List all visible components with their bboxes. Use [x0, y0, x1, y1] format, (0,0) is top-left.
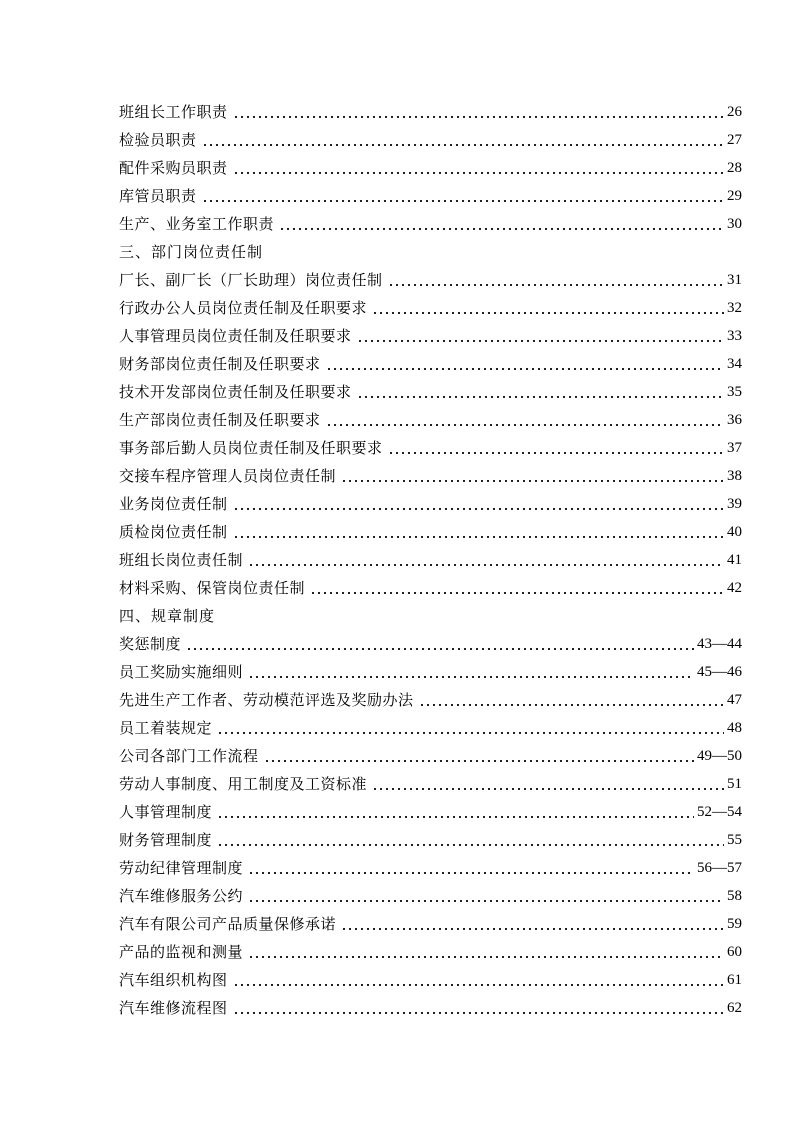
- toc-entry: [119, 518, 742, 546]
- toc-entry: [119, 266, 742, 294]
- toc-entry-title: 生产、业务室工作职责: [119, 215, 275, 233]
- dot-leader: [217, 816, 694, 818]
- toc-entry-title: 人事管理员岗位责任制及任职要求: [119, 327, 352, 345]
- section-heading-text: 三、部门岗位责任制: [119, 243, 264, 261]
- dot-leader: [279, 228, 724, 230]
- toc-entry: [119, 994, 742, 1022]
- toc-entry-page-number: 42: [727, 580, 742, 596]
- toc-entry-page-number: 34: [727, 356, 742, 372]
- toc-entry-page-number: 56—57: [697, 860, 742, 876]
- toc-entry-title: 人事管理制度: [119, 803, 213, 821]
- toc-entry-page-number: 37: [727, 440, 742, 456]
- toc-entry: [119, 714, 742, 742]
- dot-leader: [357, 396, 724, 398]
- dot-leader: [248, 872, 694, 874]
- toc-entry-page-number: 45—46: [697, 664, 742, 680]
- toc-entry: [119, 574, 742, 602]
- toc-entry-page-number: 35: [727, 384, 742, 400]
- toc-entry: [119, 630, 742, 658]
- toc-entry-title: 配件采购员职责: [119, 159, 228, 177]
- toc-entry: [119, 434, 742, 462]
- toc-entry: [119, 938, 742, 966]
- toc-entry: [119, 182, 742, 210]
- toc-entry: [119, 350, 742, 378]
- toc-entry-page-number: 39: [727, 496, 742, 512]
- toc-entry-title: 班组长岗位责任制: [119, 551, 244, 569]
- dot-leader: [248, 956, 724, 958]
- toc-entry: [119, 546, 742, 574]
- toc-entry-title: 库管员职责: [119, 187, 197, 205]
- toc-entry-page-number: 30: [727, 216, 742, 232]
- dot-leader: [326, 368, 724, 370]
- toc-entry: [119, 742, 742, 770]
- toc-entry: [119, 826, 742, 854]
- toc-entry: [119, 378, 742, 406]
- dot-leader: [419, 704, 724, 706]
- section-heading-text: 四、规章制度: [119, 607, 216, 625]
- toc-entry-title: 劳动人事制度、用工制度及工资标准: [119, 775, 368, 793]
- toc-entry-title: 生产部岗位责任制及任职要求: [119, 411, 321, 429]
- toc-entry-page-number: 32: [727, 300, 742, 316]
- toc-entry-page-number: 48: [727, 720, 742, 736]
- toc-entry-title: 检验员职责: [119, 131, 197, 149]
- toc-entry: [119, 210, 742, 238]
- toc-entry-title: 产品的监视和测量: [119, 943, 244, 961]
- toc-entry-page-number: 33: [727, 328, 742, 344]
- toc-entry-title: 行政办公人员岗位责任制及任职要求: [119, 299, 368, 317]
- toc-section-heading: [119, 238, 742, 266]
- toc-entry-page-number: 51: [727, 776, 742, 792]
- toc-entry-title: 事务部后勤人员岗位责任制及任职要求: [119, 439, 383, 457]
- toc-entry-title: 奖惩制度: [119, 635, 182, 653]
- toc-entry-page-number: 52—54: [697, 804, 742, 820]
- toc-entry: [119, 910, 742, 938]
- dot-leader: [233, 536, 724, 538]
- dot-leader: [217, 732, 724, 734]
- dot-leader: [248, 900, 724, 902]
- dot-leader: [233, 116, 724, 118]
- toc-entry-page-number: 47: [727, 692, 742, 708]
- toc-entry: [119, 294, 742, 322]
- dot-leader: [233, 508, 724, 510]
- dot-leader: [202, 144, 724, 146]
- toc-entry: [119, 462, 742, 490]
- toc-entry: [119, 322, 742, 350]
- dot-leader: [233, 984, 724, 986]
- toc-entry-page-number: 41: [727, 552, 742, 568]
- toc-entry-title: 业务岗位责任制: [119, 495, 228, 513]
- toc-entry-title: 汽车组织机构图: [119, 971, 228, 989]
- toc-entry-title: 质检岗位责任制: [119, 523, 228, 541]
- toc-entry-title: 汽车有限公司产品质量保修承诺: [119, 915, 337, 933]
- toc-entry-title: 汽车维修服务公约: [119, 887, 244, 905]
- toc-entry-title: 班组长工作职责: [119, 103, 228, 121]
- toc-entry-page-number: 43—44: [697, 636, 742, 652]
- toc-entry-page-number: 26: [727, 104, 742, 120]
- dot-leader: [248, 564, 724, 566]
- toc-entry-page-number: 36: [727, 412, 742, 428]
- toc-entry-title: 员工着装规定: [119, 719, 213, 737]
- toc-entry: [119, 154, 742, 182]
- toc-entry-title: 先进生产工作者、劳动模范评选及奖励办法: [119, 691, 414, 709]
- table-of-contents: [119, 98, 742, 1022]
- toc-entry-title: 员工奖励实施细则: [119, 663, 244, 681]
- toc-entry: [119, 658, 742, 686]
- dot-leader: [233, 172, 724, 174]
- toc-entry-page-number: 55: [727, 832, 742, 848]
- toc-entry: [119, 798, 742, 826]
- dot-leader: [388, 452, 724, 454]
- dot-leader: [341, 480, 724, 482]
- toc-entry-page-number: 27: [727, 132, 742, 148]
- toc-entry: [119, 686, 742, 714]
- toc-entry-title: 财务部岗位责任制及任职要求: [119, 355, 321, 373]
- toc-entry-title: 公司各部门工作流程: [119, 747, 259, 765]
- toc-entry-page-number: 29: [727, 188, 742, 204]
- toc-entry: [119, 98, 742, 126]
- toc-entry-title: 劳动纪律管理制度: [119, 859, 244, 877]
- dot-leader: [264, 760, 694, 762]
- dot-leader: [388, 284, 724, 286]
- toc-entry: [119, 882, 742, 910]
- toc-entry-page-number: 28: [727, 160, 742, 176]
- dot-leader: [217, 844, 724, 846]
- toc-entry-page-number: 31: [727, 272, 742, 288]
- toc-entry-title: 技术开发部岗位责任制及任职要求: [119, 383, 352, 401]
- toc-entry-title: 厂长、副厂长（厂长助理）岗位责任制: [119, 271, 383, 289]
- toc-entry-page-number: 60: [727, 944, 742, 960]
- toc-section-heading: [119, 602, 742, 630]
- toc-entry: [119, 854, 742, 882]
- dot-leader: [341, 928, 724, 930]
- dot-leader: [202, 200, 724, 202]
- toc-entry-title: 交接车程序管理人员岗位责任制: [119, 467, 337, 485]
- dot-leader: [372, 312, 724, 314]
- toc-entry-title: 材料采购、保管岗位责任制: [119, 579, 306, 597]
- toc-entry-page-number: 58: [727, 888, 742, 904]
- toc-entry-page-number: 38: [727, 468, 742, 484]
- toc-entry-page-number: 40: [727, 524, 742, 540]
- toc-entry-page-number: 61: [727, 972, 742, 988]
- toc-entry-title: 财务管理制度: [119, 831, 213, 849]
- toc-entry-page-number: 62: [727, 1000, 742, 1016]
- toc-entry-title: 汽车维修流程图: [119, 999, 228, 1017]
- dot-leader: [248, 676, 694, 678]
- dot-leader: [372, 788, 724, 790]
- toc-entry: [119, 966, 742, 994]
- toc-entry-page-number: 49—50: [697, 748, 742, 764]
- dot-leader: [357, 340, 724, 342]
- toc-entry: [119, 770, 742, 798]
- toc-entry: [119, 406, 742, 434]
- toc-entry: [119, 490, 742, 518]
- toc-entry: [119, 126, 742, 154]
- toc-entry-page-number: 59: [727, 916, 742, 932]
- dot-leader: [326, 424, 724, 426]
- dot-leader: [233, 1012, 724, 1014]
- dot-leader: [186, 648, 694, 650]
- dot-leader: [310, 592, 724, 594]
